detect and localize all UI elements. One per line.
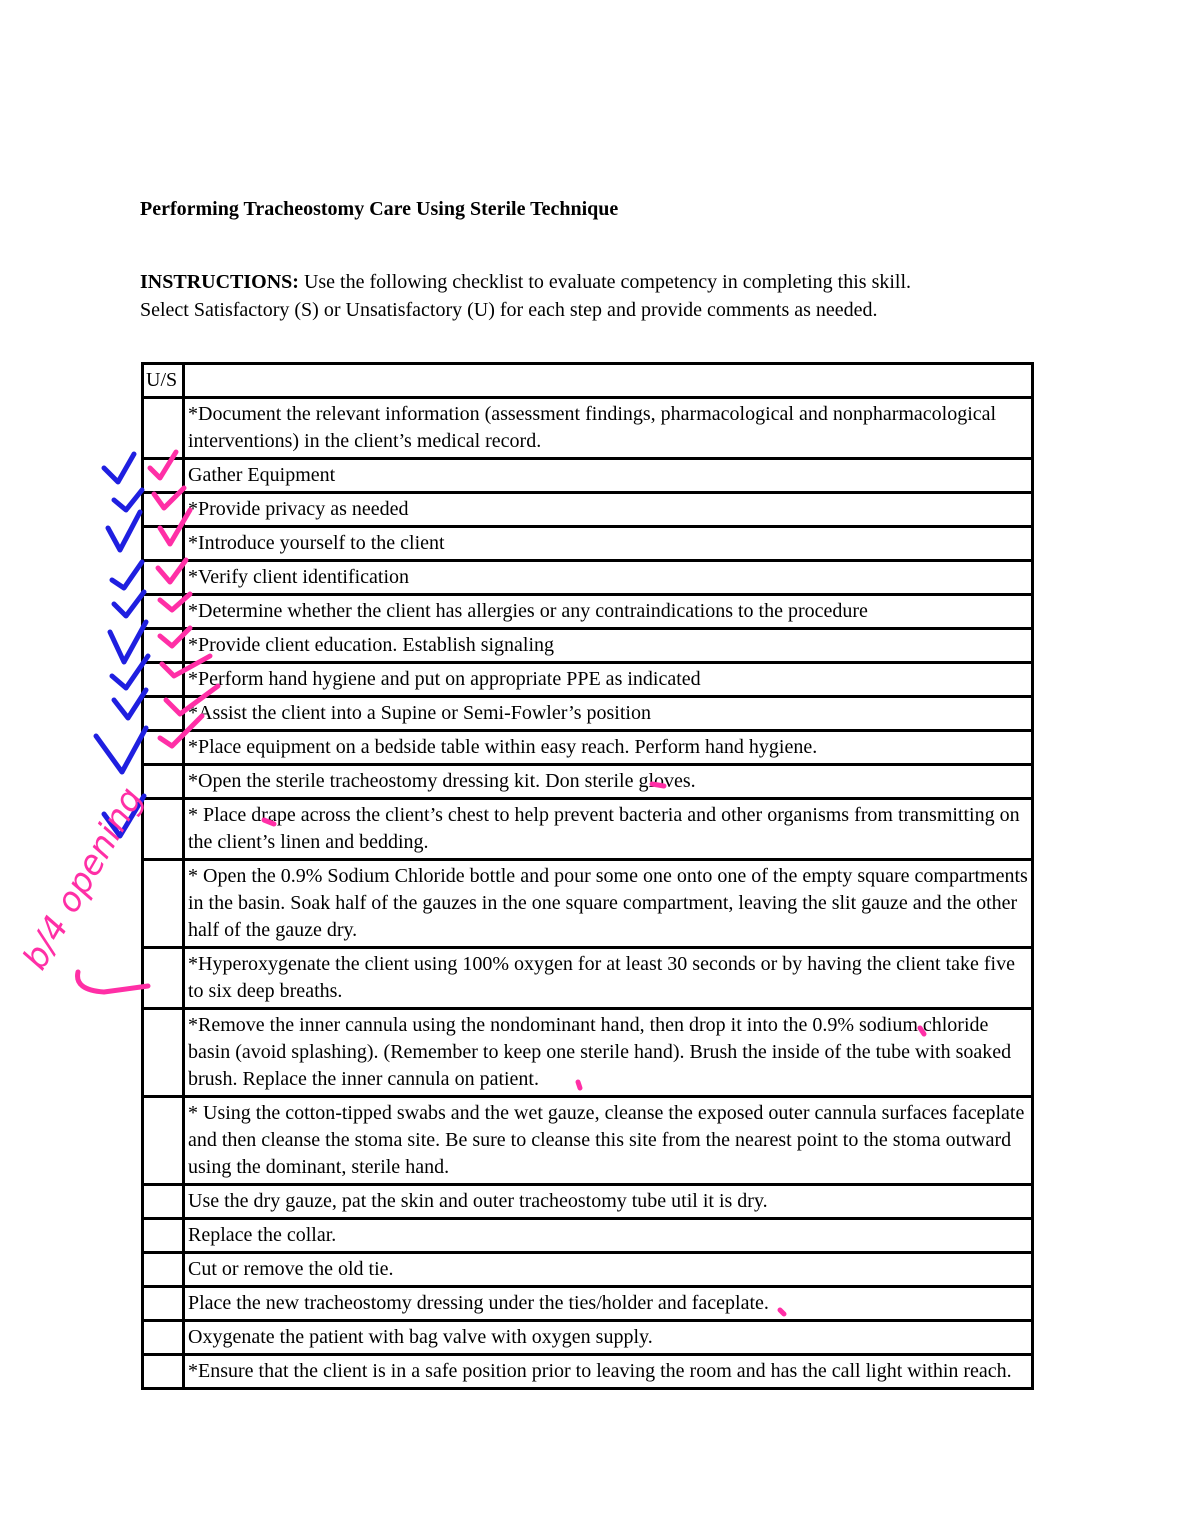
table-row bbox=[143, 493, 1033, 527]
step-cell: *Place equipment on a bedside table within easy reach. Perform hand hygiene. bbox=[184, 731, 1033, 765]
step-cell: *Open the sterile tracheostomy dressing kit. Don sterile gloves. bbox=[184, 765, 1033, 799]
us-cell[interactable] bbox=[143, 459, 184, 493]
instructions-lead: INSTRUCTIONS: bbox=[140, 271, 299, 293]
table-row bbox=[143, 731, 1033, 765]
step-cell: *Hyperoxygenate the client using 100% oxygen for at least 30 seconds or by having the client take five to six deep breaths. bbox=[184, 948, 1033, 1009]
step-cell: *Document the relevant information (assessment findings, pharmacological and nonpharmacological interventions) in the client’s medical record. bbox=[184, 398, 1033, 459]
table-row bbox=[143, 948, 1033, 1009]
us-header-cell: U/S bbox=[143, 364, 184, 398]
pink-bracket-icon bbox=[78, 972, 148, 992]
table-row bbox=[143, 629, 1033, 663]
table-row bbox=[143, 663, 1033, 697]
table-row bbox=[143, 860, 1033, 948]
blue-check-icon bbox=[112, 562, 142, 588]
checklist-table bbox=[141, 362, 1034, 1390]
us-cell[interactable] bbox=[143, 1097, 184, 1185]
step-cell: Cut or remove the old tie. bbox=[184, 1253, 1033, 1287]
step-cell: * Place drape across the client’s chest to help prevent bacteria and other organisms from transmitting on the client’s linen and bedding. bbox=[184, 799, 1033, 860]
table-row bbox=[143, 1321, 1033, 1355]
table-row bbox=[143, 1185, 1033, 1219]
us-cell[interactable] bbox=[143, 527, 184, 561]
table-row bbox=[143, 799, 1033, 860]
step-cell: Place the new tracheostomy dressing under the ties/holder and faceplate. bbox=[184, 1287, 1033, 1321]
blue-check-icon bbox=[96, 728, 146, 772]
us-cell[interactable] bbox=[143, 765, 184, 799]
blue-check-icon bbox=[104, 454, 134, 482]
blue-check-icon bbox=[114, 490, 142, 510]
blue-check-icon bbox=[104, 796, 144, 836]
us-cell[interactable] bbox=[143, 561, 184, 595]
us-cell[interactable] bbox=[143, 697, 184, 731]
table-row bbox=[143, 697, 1033, 731]
step-cell: Use the dry gauze, pat the skin and outer tracheostomy tube util it is dry. bbox=[184, 1185, 1033, 1219]
step-cell: *Assist the client into a Supine or Semi-Fowler’s position bbox=[184, 697, 1033, 731]
step-cell: *Remove the inner cannula using the nondominant hand, then drop it into the 0.9% sodium chloride basin (avoid splashing). (Remember to keep one sterile hand). Brush the inside of the tube with soaked brush. Replace the inner cannula on patient. bbox=[184, 1009, 1033, 1097]
blue-check-icon bbox=[114, 592, 144, 616]
us-cell[interactable] bbox=[143, 398, 184, 459]
step-cell: * Open the 0.9% Sodium Chloride bottle and pour some one onto one of the empty square compartments in the basin. Soak half of the gauzes in the one square compartment, leaving the slit gauze and the other half of the gauze dry. bbox=[184, 860, 1033, 948]
step-header-cell bbox=[184, 364, 1033, 398]
step-cell: *Verify client identification bbox=[184, 561, 1033, 595]
instructions-line1: Use the following checklist to evaluate competency in completing this skill. bbox=[298, 271, 912, 293]
blue-check-icon bbox=[108, 512, 140, 550]
us-cell[interactable] bbox=[143, 731, 184, 765]
step-cell: *Provide privacy as needed bbox=[184, 493, 1033, 527]
step-cell: *Ensure that the client is in a safe position prior to leaving the room and has the call light within reach. bbox=[184, 1355, 1033, 1389]
step-cell: Replace the collar. bbox=[184, 1219, 1033, 1253]
handwritten-note: b/4 opening bbox=[15, 780, 152, 977]
step-cell: *Determine whether the client has allergies or any contraindications to the procedure bbox=[184, 595, 1033, 629]
table-row bbox=[143, 1219, 1033, 1253]
table-row bbox=[143, 398, 1033, 459]
us-cell[interactable] bbox=[143, 1355, 184, 1389]
step-cell: *Provide client education. Establish signaling bbox=[184, 629, 1033, 663]
us-cell[interactable] bbox=[143, 1009, 184, 1097]
step-cell: * Using the cotton-tipped swabs and the wet gauze, cleanse the exposed outer cannula surfaces faceplate and then cleanse the stoma site. Be sure to cleanse this site from the nearest point to the stoma outward using the dominant, sterile hand. bbox=[184, 1097, 1033, 1185]
table-row bbox=[143, 595, 1033, 629]
table-row bbox=[143, 1097, 1033, 1185]
table-row bbox=[143, 527, 1033, 561]
us-cell[interactable] bbox=[143, 493, 184, 527]
table-row bbox=[143, 1253, 1033, 1287]
us-cell[interactable] bbox=[143, 1253, 184, 1287]
us-cell[interactable] bbox=[143, 948, 184, 1009]
us-cell[interactable] bbox=[143, 799, 184, 860]
step-cell: *Perform hand hygiene and put on appropriate PPE as indicated bbox=[184, 663, 1033, 697]
us-cell[interactable] bbox=[143, 629, 184, 663]
table-row bbox=[143, 765, 1033, 799]
step-cell: Gather Equipment bbox=[184, 459, 1033, 493]
table-row bbox=[143, 1355, 1033, 1389]
instructions-line2: Select Satisfactory (S) or Unsatisfactory (U) for each step and provide comments as needed. bbox=[140, 299, 878, 321]
us-cell[interactable] bbox=[143, 1321, 184, 1355]
us-cell[interactable] bbox=[143, 663, 184, 697]
step-cell: *Introduce yourself to the client bbox=[184, 527, 1033, 561]
table-row bbox=[143, 1287, 1033, 1321]
document-title: Performing Tracheostomy Care Using Sterile Technique bbox=[140, 198, 619, 220]
instructions bbox=[140, 268, 1070, 324]
table-row bbox=[143, 459, 1033, 493]
us-cell[interactable] bbox=[143, 1185, 184, 1219]
us-cell[interactable] bbox=[143, 1219, 184, 1253]
table-row bbox=[143, 1009, 1033, 1097]
step-cell: Oxygenate the patient with bag valve with oxygen supply. bbox=[184, 1321, 1033, 1355]
us-cell[interactable] bbox=[143, 595, 184, 629]
table-header-row bbox=[143, 364, 1033, 398]
us-cell[interactable] bbox=[143, 1287, 184, 1321]
us-cell[interactable] bbox=[143, 860, 184, 948]
table-row bbox=[143, 561, 1033, 595]
